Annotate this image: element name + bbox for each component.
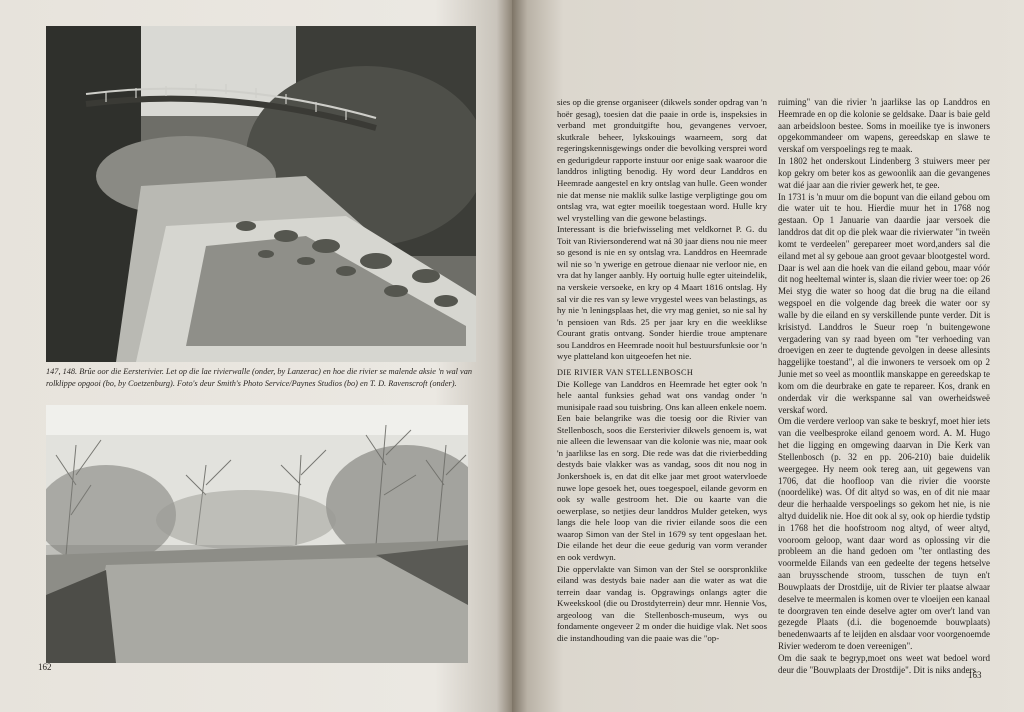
text-column-1 — [557, 97, 767, 644]
paragraph: In 1802 het onderskout Lindenberg 3 stuiwers meer per kop gekry om beter kos as gewoonlik aan die gevangenes wat dié jaar aan die rivier gewerk het, te gee. — [778, 156, 990, 190]
paragraph: Om die verdere verloop van sake te beskryf, moet hier iets van die veelbesproke eiland genoem word. A. M. Hugo het die ligging en omgewing daarvan in Die Kerk van Stellenbosch (p. 32 en pp. 206-210) baie duidelik weergegee. Hy neem ook tereg aan, uit gegewens van 1706, dat die hoofloop van die rivier die voorste (noordelike) was. Of dit altyd so was, en of dit nie maar deur die herhaalde verspoelings so gekom het nie, is nie altyd duidelik nie. Hoe dit ook al sy, ook op hierdie tydstip in 1768 het die hoofstroom nog altyd, of weer altyd, vooroom geloop, want daar word as oplossing vir die probleem an die hand gedoen om "ter ontlasting des voormelde Eilands van een gedeelte der tegens hetselve aan bruysschende stroom, tusschen de tuyn en't Bouwplaats der Drostdije, uit de Rivier ter plaatse alwaar deselve te meermalen is komen over te vloeijen een kanaal te doorgraven ten einde deselve agter om over't land van gezegde Plaats (d.i. die bogenoemde bouwplaats) benedenwaarts af te leijden en alsdaar voor voorgenoemde Rivier wederom te doen vereenigen". — [778, 416, 990, 652]
paragraph: Die Kollege van Landdros en Heemrade het egter ook 'n hele aantal funksies gehad wat ons vandag onder 'n munisipale raad sou tuisbring. Ons kan alleen enkele noem. — [557, 378, 767, 412]
photo-caption: 147, 148. Brûe oor die Eersterivier. Let op die lae rivierwalle (onder, by Lanzerac) en hoe die rivier se malende aksie 'n wal van rolklippe opgooi (bo, by Coetzenburg). Foto's deur Smith's Photo Service/Paynes Studios (bo) en T. D. Ravenscroft (onder). — [46, 367, 472, 388]
page-number-right: 163 — [968, 670, 982, 680]
paragraph: Een baie belangrike was die toesig oor die Rivier van Stellenbosch, soos die Eersterivier dikwels genoem is, wat nie alleen die lewensaar van die kolonie was nie, maar ook 'n jaarlikse las en sorg. Die rede was dat die rivierbedding destyds baie vlakker was as vandag, soos dit nou nog in Jonkershoek is, en dat dit elke jaar met groot watervloede nuwe lope gesoek het, oues toegespoel, eilande gevorm en ook sy walle gestroom het. Die ou kaarte van die oewerplase, so netjies deur landdros Mulder geteken, wys langs die hele loop van die rivier eilande soos die een waarop Simon van der Stel in 1679 sy tent opgeslaan het. Die eilande het deur die eeue gedurig van vorm verander en ook verdwyn. — [557, 413, 767, 562]
paragraph: Die oppervlakte van Simon van der Stel se oorspronklike eiland was destyds baie nader aan die water as wat die terrein daar vandag is. Opgrawings onlangs agter die Kweekskool (die ou Drostdyterrein) deur mnr. Hennie Vos, argeoloog van die Stellenbosch-museum, wys ou fondamente ongeveer 2 m onder die huidige vlak. Net soos die instandhouding van die paaie was die "op- — [557, 563, 767, 643]
text-column-2 — [778, 97, 990, 677]
page-number-left: 162 — [38, 662, 52, 672]
photo-bridge-coetzenburg — [46, 26, 476, 362]
paragraph: ruiming" van die rivier 'n jaarlikse las op Landdros en Heemrade en op die kolonie se geldsake. Daar is baie geld aan arbeidsloon bestee. Soms in moeilike tye is inwoners opgekommandeer om wapens, gereedskap en slawe te verskaf om verspoelings reg te maak. — [778, 97, 990, 155]
section-heading: DIE RIVIER VAN STELLENBOSCH — [557, 367, 694, 377]
paragraph: Om die saak te begryp,moet ons weet wat bedoel word deur die "Bouwplaats der Drostdije". Dit is niks anders — [778, 652, 990, 675]
paragraph: In 1731 is 'n muur om die bopunt van die eiland gebou om die water uit te hou. Hierdie muur het in 1768 nog gestaan. Op 1 Januarie van daardie jaar versoek die landdros dat dit op die plek waar die rivierwater "in tweën komt te verdeelen" gerepareer moet word,anders sal die eiland met al sy geboue aan groot gevaar blootgestel word. Daar is wel aan die hoek van die eiland gebou, maar vóór dit nog heeltemal winter is, slaan die rivier weer toe: op 26 Mei styg die water so hoog dat die brug na die eiland wegspoel en die volgende dag breek die water oor sy walle by die eiland en sy verskillende punte verder. Dit is krisistyd. Landdros le Sueur roep 'n buitengewone vergadering van sy raad byeen om "ter verhoeding van droevigen en zeer te dugtende gevolgen in deese allesints haggelijke toestand", al die inwoners te versoek om op 2 Junie met so veel as moontlik manskappe en gereedskap te kom om die deurbrake en gate te repareer. Kos, drank en onderdak vir die werkspanne sal van owerheidsweë verskaf word. — [778, 191, 990, 415]
paragraph: Interessant is die briefwisseling met veldkornet P. G. du Toit van Riviersonderend wat ná 30 jaar diens nou nie meer so gesond is nie en sy ontslag vra. Landdros en Heemrade wil nie so 'n ywerige en getroue dienaar nie verloor nie, en vra dat hy langer aanbly. Hy oortuig hulle egter uiteindelik, na verskeie versoeke, en kry op 4 Maart 1816 ontslag. Hy sal vir die res van sy lewe vrygestel wees van belastings, as hy nie 'n leningsplaas het, die vry mag geniet, so nie sal hy 'n pensioen van Rds. 25 per jaar kry en die weeklikse Courant gratis ontvang. Sonder hierdie troue amptenare sou Landdros en Heemrade nooit hul bestuursfunksie oor 'n wye platteland kon uitgeoefen het nie. — [557, 224, 767, 362]
paragraph: sies op die grense organiseer (dikwels sonder opdrag van 'n hoër gesag), toesien dat die paaie in orde is, inspeksies in verband met gronduitgifte hou, gevangenes vervoer, skutkrale beheer, lykskouings waarneem, sorg dat regeringskennisgewings onder die bevolking versprei word en gedurigdeur rapporte instuur oor enige saak waaroor die landdros inligting benodig. Hy word deur Landdros en Heemrade aangestel en kry ontslag van hulle. Geen wonder nie dat mense nie maklik sulke lastige verpligtinge gou om ontslag vra, wat egter moeilik toegestaan word. Hulle kry wel vrystelling van die gewone belastings. — [557, 97, 767, 223]
right-page — [512, 0, 1024, 712]
photo-river-lanzerac — [46, 405, 468, 663]
